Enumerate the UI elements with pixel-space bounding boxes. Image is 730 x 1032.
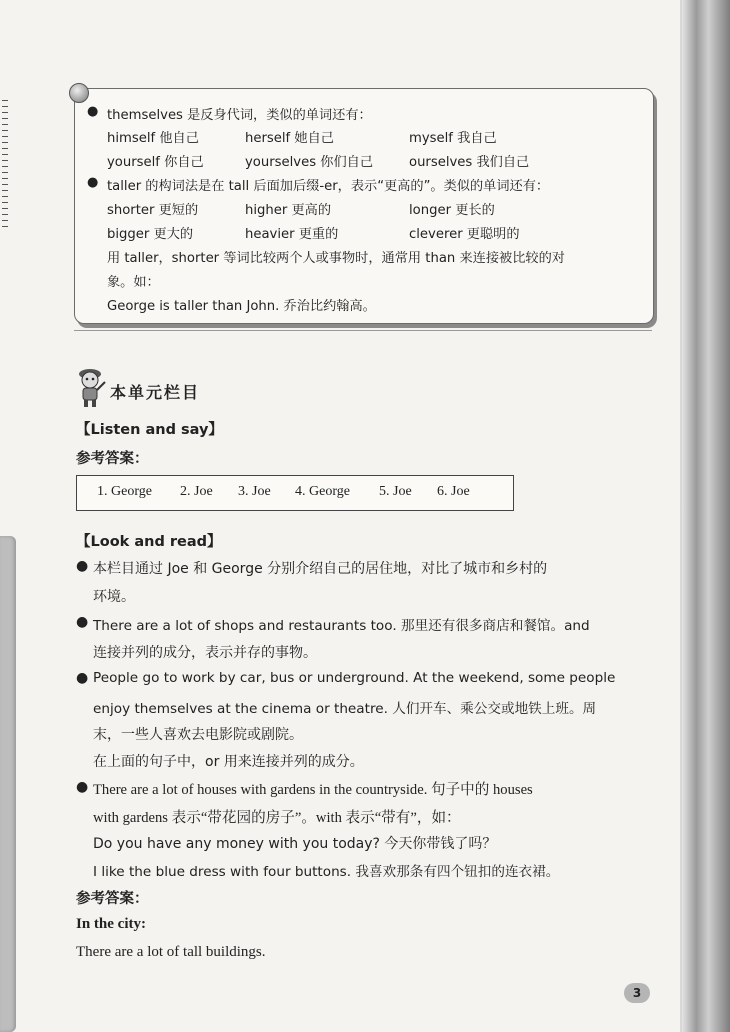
bullet-icon: ● <box>87 104 99 119</box>
paragraph-line: 连接并列的成分，表示并存的事物。 <box>93 645 317 661</box>
note-line-1: themselves 是反身代词，类似的单词还有： <box>107 108 372 123</box>
answer-item: 2. Joe <box>180 484 213 499</box>
paragraph-line: 环境。 <box>93 589 135 605</box>
paragraph-line: with gardens 表示“带花园的房子”。with 表示“带有”，如： <box>93 810 461 826</box>
answer-item: 3. Joe <box>238 484 271 499</box>
divider <box>74 330 652 331</box>
listen-heading: 【Listen and say】 <box>76 422 223 438</box>
answer-label: 参考答案： <box>76 451 149 467</box>
paragraph-line: 本栏目通过 Joe 和 George 分别介绍自己的居住地，对比了城市和乡村的 <box>93 561 548 577</box>
answer-item: 6. Joe <box>437 484 470 499</box>
note-example: George is taller than John. 乔治比约翰高。 <box>107 299 376 314</box>
note-word: myself 我自己 <box>409 131 497 146</box>
note-line-2: taller 的构词法是在 tall 后面加后缀-er，表示“更高的”。类似的单词还有： <box>107 179 550 194</box>
city-answer: There are a lot of tall buildings. <box>76 944 266 960</box>
paragraph-line: People go to work by car, bus or underground. At the weekend, some people <box>93 670 616 686</box>
book-spine <box>682 0 730 1032</box>
paragraph-line: There are a lot of houses with gardens in the countryside. 句子中的 houses <box>93 782 533 798</box>
note-word: ourselves 我们自己 <box>409 155 530 170</box>
answer-label: 参考答案： <box>76 891 149 907</box>
left-page-edge <box>0 536 16 1032</box>
answer-item: 5. Joe <box>379 484 412 499</box>
note-word: cleverer 更聪明的 <box>409 227 520 242</box>
note-word: himself 他自己 <box>107 131 199 146</box>
bullet-icon: ● <box>76 779 89 795</box>
example-line: I like the blue dress with four buttons. 我喜欢那条有四个钮扣的连衣裙。 <box>93 864 560 880</box>
city-label: In the city: <box>76 916 146 932</box>
mascot-icon <box>74 364 110 408</box>
note-line-3a: 用 taller，shorter 等词比较两个人或事物时，通常用 than 来连接被比较的对 <box>107 251 565 266</box>
note-word: heavier 更重的 <box>245 227 339 242</box>
note-word: yourself 你自己 <box>107 155 204 170</box>
grammar-note-box <box>74 88 654 324</box>
paragraph-line: enjoy themselves at the cinema or theatre. 人们开车、乘公交或地铁上班。周 <box>93 701 597 717</box>
section-title: 本单元栏目 <box>110 383 201 402</box>
note-word: yourselves 你们自己 <box>245 155 374 170</box>
note-word: herself 她自己 <box>245 131 334 146</box>
paragraph-line: There are a lot of shops and restaurants too. 那里还有很多商店和餐馆。and <box>93 618 590 634</box>
binding-ticks <box>2 100 8 230</box>
note-word: shorter 更短的 <box>107 203 199 218</box>
note-line-3b: 象。如： <box>107 275 160 290</box>
paragraph-line: 末，一些人喜欢去电影院或剧院。 <box>93 727 303 743</box>
paragraph-line: 在上面的句子中，or 用来连接并列的成分。 <box>93 754 364 770</box>
bullet-icon: ● <box>87 175 99 190</box>
bullet-icon: ● <box>76 614 89 630</box>
note-word: longer 更长的 <box>409 203 495 218</box>
answer-item: 4. George <box>295 484 350 499</box>
look-heading: 【Look and read】 <box>76 534 222 550</box>
answer-item: 1. George <box>97 484 152 499</box>
bullet-icon: ● <box>76 558 89 574</box>
note-word: higher 更高的 <box>245 203 332 218</box>
page-number: 3 <box>624 983 650 1003</box>
answer-box <box>76 475 514 511</box>
bullet-icon: ● <box>76 670 89 686</box>
example-line: Do you have any money with you today? 今天你带钱了吗？ <box>93 836 497 852</box>
pin-icon <box>69 83 89 103</box>
note-word: bigger 更大的 <box>107 227 194 242</box>
